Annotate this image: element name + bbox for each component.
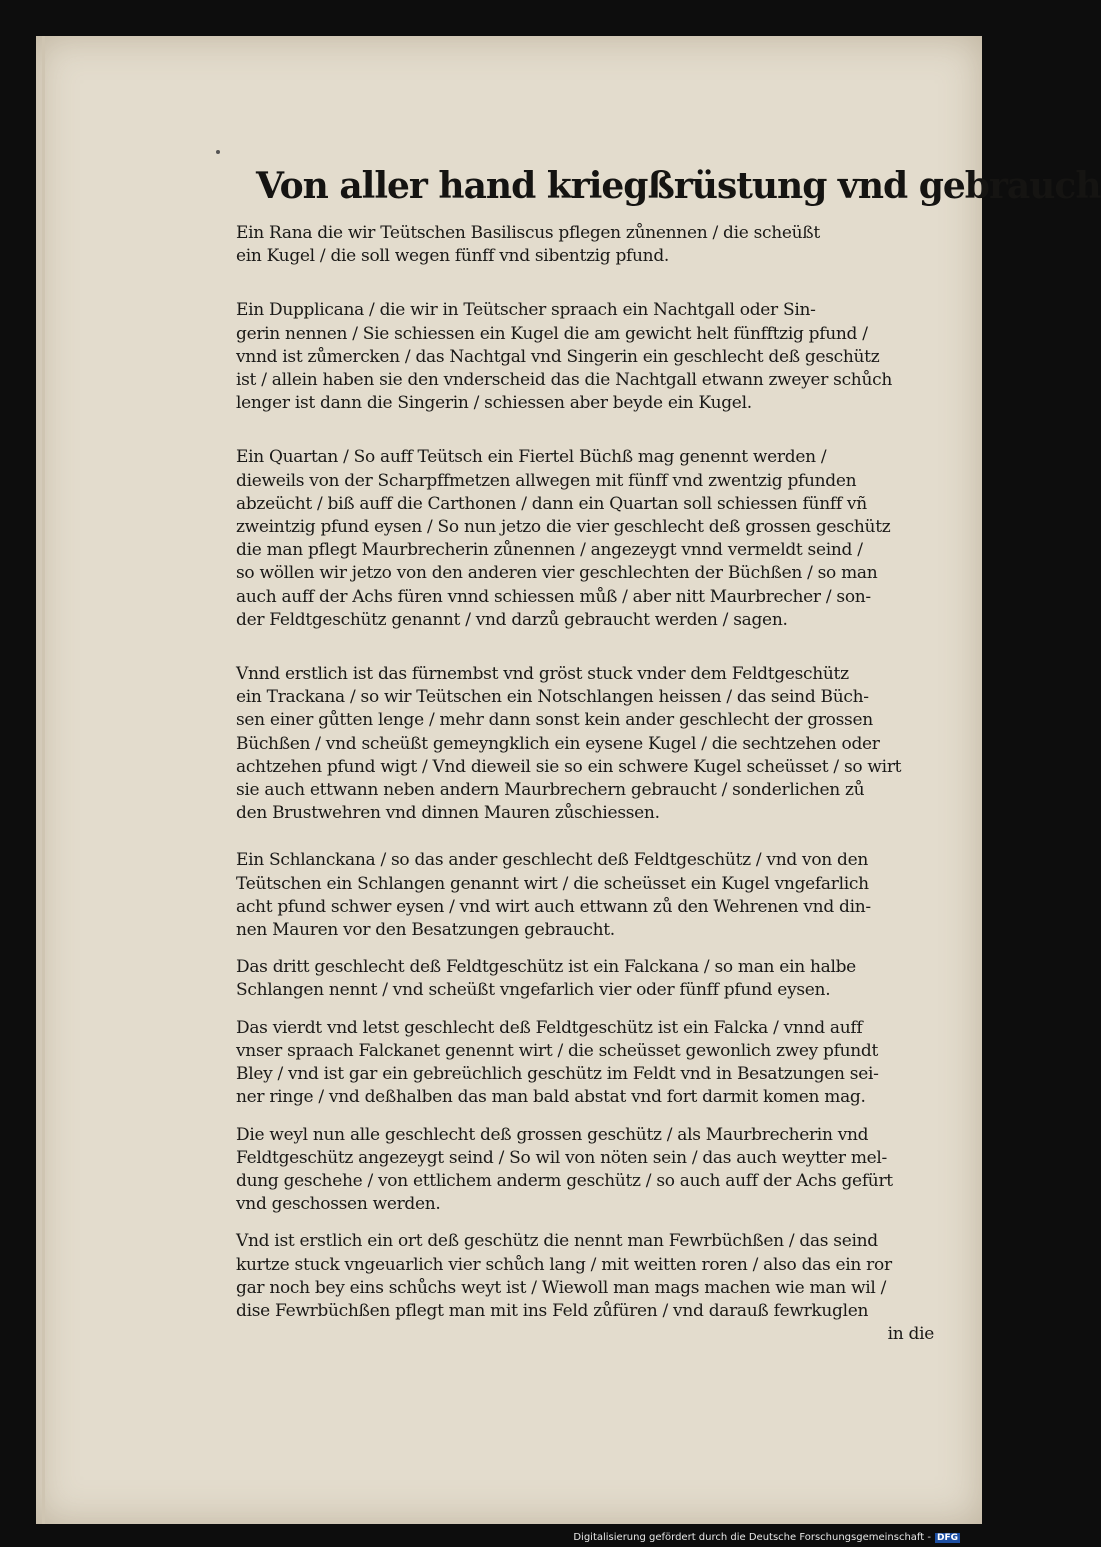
ink-dot <box>216 150 220 154</box>
digitization-credit <box>573 1532 960 1543</box>
paragraph <box>236 1124 946 1217</box>
text-line: Büchßen / vnd scheüßt gemeyngklich ein eysene Kugel / die sechtzehen oder <box>236 733 880 754</box>
credit-text: Digitalisierung gefördert durch die Deutsche Forschungsgemeinschaft - <box>573 1532 931 1543</box>
text-line: sie auch ettwann neben andern Maurbrechern gebraucht / sonderlichen zů <box>236 780 865 801</box>
text-line: den Brustwehren vnd dinnen Mauren zůschiessen. <box>236 803 660 824</box>
text-line: acht pfund schwer eysen / vnd wirt auch ettwann zů den Wehrenen vnd din- <box>236 896 871 917</box>
text-line: nen Mauren vor den Besatzungen gebraucht. <box>236 920 615 941</box>
text-line: auch auff der Achs füren vnnd schiessen můß / aber nitt Maurbrecher / son- <box>236 586 871 607</box>
text-line: sen einer gůtten lenge / mehr dann sonst kein ander geschlecht der grossen <box>236 710 873 731</box>
text-line: die man pflegt Maurbrecherin zůnennen / angezeygt vnnd vermeldt seind / <box>236 540 863 561</box>
paragraph <box>236 1230 946 1346</box>
text-line: dise Fewrbüchßen pflegt man mit ins Feld zůfüren / vnd darauß fewrkuglen <box>236 1300 869 1321</box>
paragraph <box>236 849 946 942</box>
text-line: ein Trackana / so wir Teütschen ein Notschlangen heissen / das seind Büch- <box>236 687 869 708</box>
text-line: Ein Rana die wir Teütschen Basiliscus pflegen zůnennen / die scheüßt <box>236 223 820 243</box>
catchword: in die <box>887 1324 934 1345</box>
text-line: ist / allein haben sie den vnderscheid das die Nachtgall etwann zweyer schůch <box>236 370 892 391</box>
text-line: Die weyl nun alle geschlecht deß grossen geschütz / als Maurbrecherin vnd <box>236 1124 869 1145</box>
page-body <box>236 222 946 1377</box>
page-title: Von aller hand kriegßrüstung vnd gebrauch <box>256 165 1101 207</box>
text-line: vnser spraach Falckanet genennt wirt / die scheüsset gewonlich zwey pfundt <box>236 1040 879 1061</box>
dfg-logo: DFG <box>936 1533 958 1543</box>
text-line: zweintzig pfund eysen / So nun jetzo die vier geschlecht deß grossen geschütz <box>236 517 891 538</box>
text-line: Ein Dupplicana / die wir in Teütscher spraach ein Nachtgall oder Sin- <box>236 300 816 321</box>
text-line: Vnd ist erstlich ein ort deß geschütz die nennt man Fewrbüchßen / das seind <box>236 1231 878 1252</box>
paragraph <box>236 299 946 415</box>
text-line: vnnd ist zůmercken / das Nachtgal vnd Singerin ein geschlecht deß geschütz <box>236 346 880 367</box>
paragraph <box>236 663 946 825</box>
paragraph <box>236 1017 946 1110</box>
text-line: Teütschen ein Schlangen genannt wirt / die scheüsset ein Kugel vngefarlich <box>236 873 869 894</box>
text-line: dieweils von der Scharpffmetzen allwegen mit fünff vnd zwentzig pfunden <box>236 470 857 491</box>
text-line: ein Kugel / die soll wegen fünff vnd sibentzig pfund. <box>236 246 670 267</box>
text-line: Schlangen nennt / vnd scheüßt vngefarlich vier oder fünff pfund eysen. <box>236 980 831 1001</box>
paragraph <box>236 956 946 1002</box>
book-page <box>36 36 1101 1524</box>
text-line: Ein Schlanckana / so das ander geschlecht deß Feldtgeschütz / vnd von den <box>236 850 869 871</box>
text-line: gar noch bey eins schůchs weyt ist / Wiewoll man mags machen wie man wil / <box>236 1277 887 1298</box>
text-line: Ein Quartan / So auff Teütsch ein Fiertel Büchß mag genennt werden / <box>236 447 827 468</box>
text-line: lenger ist dann die Singerin / schiessen aber beyde ein Kugel. <box>236 393 752 414</box>
text-line: ner ringe / vnd deßhalben das man bald abstat vnd fort darmit komen mag. <box>236 1087 866 1108</box>
paragraph <box>236 446 946 632</box>
text-line: vnd geschossen werden. <box>236 1194 441 1215</box>
text-line: kurtze stuck vngeuarlich vier schůch lang / mit weitten roren / also das ein ror <box>236 1254 892 1275</box>
text-line: dung geschehe / von ettlichem anderm geschütz / so auch auff der Achs gefürt <box>236 1170 893 1191</box>
text-line: der Feldtgeschütz genannt / vnd darzů gebraucht werden / sagen. <box>236 609 788 630</box>
paragraph <box>236 222 946 268</box>
text-line: Feldtgeschütz angezeygt seind / So wil von nöten sein / das auch weytter mel- <box>236 1147 887 1168</box>
text-line: Das dritt geschlecht deß Feldtgeschütz ist ein Falckana / so man ein halbe <box>236 957 856 978</box>
text-line: Vnnd erstlich ist das fürnembst vnd gröst stuck vnder dem Feldtgeschütz <box>236 664 849 685</box>
text-line: so wöllen wir jetzo von den anderen vier geschlechten der Büchßen / so man <box>236 563 878 584</box>
text-line: Das vierdt vnd letst geschlecht deß Feldtgeschütz ist ein Falcka / vnnd auff <box>236 1017 863 1038</box>
text-line: abzeücht / biß auff die Carthonen / dann ein Quartan soll schiessen fünff vñ <box>236 493 867 514</box>
text-line: achtzehen pfund wigt / Vnd dieweil sie so ein schwere Kugel scheüsset / so wirt <box>236 756 902 777</box>
text-line: Bley / vnd ist gar ein gebreüchlich geschütz im Feldt vnd in Besatzungen sei- <box>236 1064 879 1085</box>
text-line: gerin nennen / Sie schiessen ein Kugel die am gewicht helt fünfftzig pfund / <box>236 323 868 344</box>
